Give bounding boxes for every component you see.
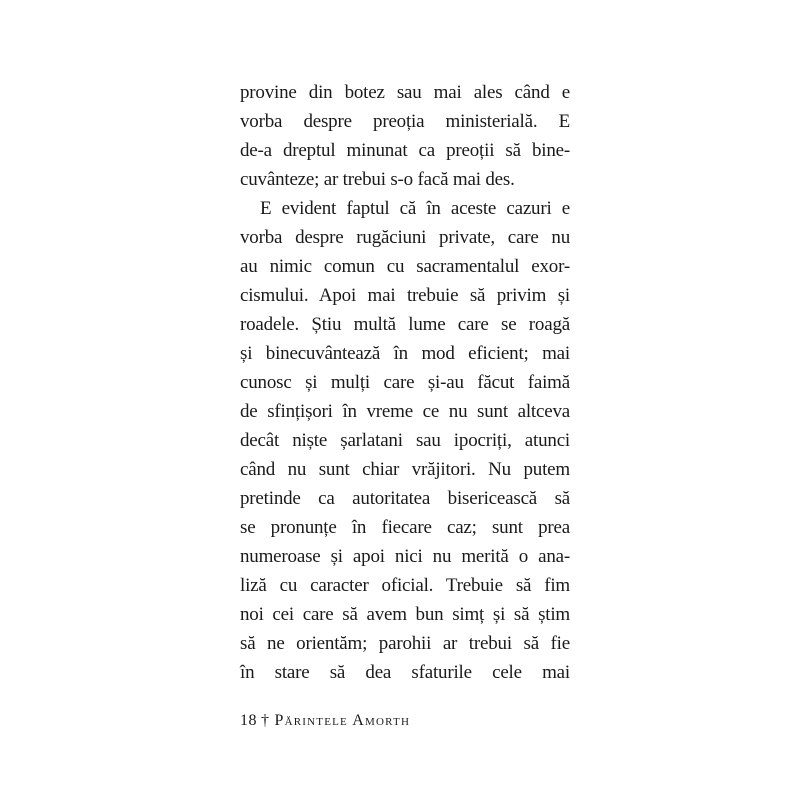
running-title: Părintele Amorth bbox=[274, 712, 411, 729]
text-line: cismului. Apoi mai trebuie să privim și bbox=[240, 285, 570, 306]
text-line: vorba despre preoția ministerială. E bbox=[240, 111, 570, 132]
text-line: vorba despre rugăciuni private, care nu bbox=[240, 227, 570, 248]
text-line: cuvânteze; ar trebui s-o facă mai des. bbox=[240, 169, 515, 190]
text-line: în stare să dea sfaturile cele mai bbox=[240, 662, 570, 683]
text-line: pretinde ca autoritatea bisericească să bbox=[240, 488, 570, 509]
text-line: numeroase și apoi nici nu merită o ana- bbox=[240, 546, 570, 567]
running-footer bbox=[240, 710, 410, 732]
text-line: decât niște șarlatani sau ipocriți, atunci bbox=[240, 430, 570, 451]
text-line: au nimic comun cu sacramentalul exor- bbox=[240, 256, 570, 277]
text-line: când nu sunt chiar vrăjitori. Nu putem bbox=[240, 459, 570, 480]
text-line: E evident faptul că în aceste cazuri e bbox=[260, 198, 570, 219]
page-number: 18 bbox=[240, 712, 257, 729]
text-line: de-a dreptul minunat ca preoții să bine- bbox=[240, 140, 570, 161]
text-line: se pronunțe în fiecare caz; sunt prea bbox=[240, 517, 570, 538]
dagger-icon: † bbox=[261, 712, 270, 729]
text-line: să ne orientăm; parohii ar trebui să fie bbox=[240, 633, 570, 654]
body-text bbox=[240, 78, 570, 687]
text-line: liză cu caracter oficial. Trebuie să fim bbox=[240, 575, 570, 596]
text-line: noi cei care să avem bun simț și să știm bbox=[240, 604, 570, 625]
text-line: provine din botez sau mai ales când e bbox=[240, 82, 570, 103]
text-line: și binecuvântează în mod eficient; mai bbox=[240, 343, 570, 364]
text-line: cunosc și mulți care și-au făcut faimă bbox=[240, 372, 570, 393]
text-line: de sfințișori în vreme ce nu sunt altceva bbox=[240, 401, 570, 422]
text-line: roadele. Știu multă lume care se roagă bbox=[240, 314, 570, 335]
